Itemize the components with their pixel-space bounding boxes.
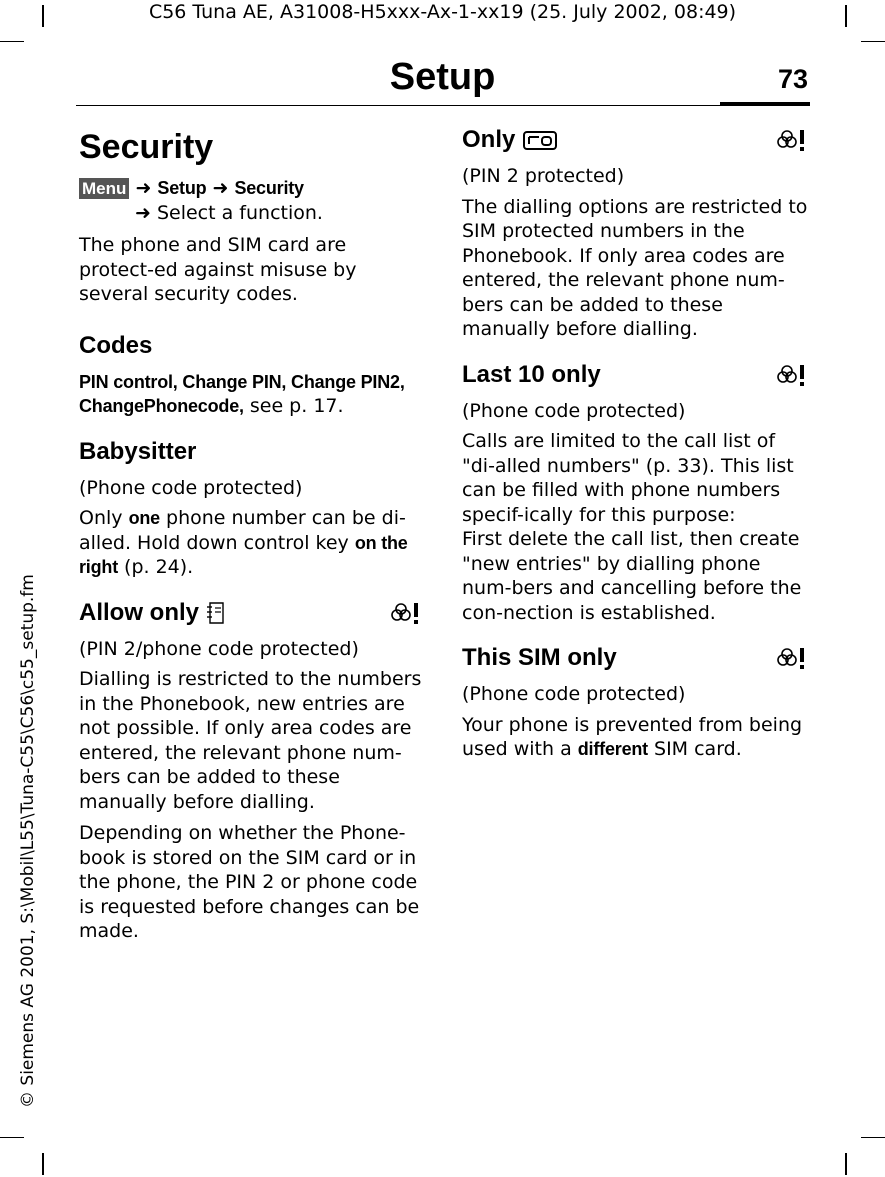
allow-only-text-2: Depending on whether the Phone-book is stored on the SIM card or in the phone, the PIN 2 or phone code is requested before changes can be made. <box>79 822 420 942</box>
codes-text <box>79 370 424 419</box>
text-run: SIM card. <box>647 738 742 760</box>
babysitter-protection: (Phone code protected) <box>79 476 303 499</box>
emphasis: one <box>128 508 160 528</box>
sim-only-protection: (Phone code protected) <box>462 683 686 705</box>
last10-protection: (Phone code protected) <box>462 399 686 422</box>
last10-title: Last 10 only <box>462 360 601 388</box>
last10-text-2: First delete the call list, then create "new entries" by dialling phone num-bers and cancelling before the con-nection is established. <box>462 528 802 624</box>
crop-mark <box>861 1137 885 1138</box>
crop-mark <box>0 41 24 42</box>
key-icon <box>523 129 557 151</box>
menu-path-item: Security <box>234 178 304 198</box>
last10-text-1: Calls are limited to the call list of "di-alled numbers" (p. 33). This list can be filled with phone numbers specif-ically for this purpose: <box>462 430 794 526</box>
babysitter-heading <box>79 436 424 468</box>
menu-path-instruction: Select a function. <box>156 201 323 224</box>
header-rule-thick <box>720 102 810 106</box>
codes-heading <box>79 330 424 362</box>
sim-only-title: This SIM only <box>462 644 617 671</box>
page-title: Setup <box>389 56 496 98</box>
emphasis: different <box>577 739 648 759</box>
running-head: C56 Tuna AE, A31008-H5xxx-Ax-1-xx19 (25. July 2002, 08:49) <box>148 1 737 23</box>
arrow-icon: ➜ <box>135 201 151 224</box>
babysitter-title: Babysitter <box>79 437 197 465</box>
only-heading <box>462 124 810 156</box>
menu-key: Menu <box>79 178 129 199</box>
menu-path-item: Setup <box>157 178 207 198</box>
crop-mark <box>0 1137 24 1138</box>
page-number: 73 <box>777 64 808 94</box>
allow-only-title: Allow only <box>79 598 199 626</box>
codes-title: Codes <box>79 331 153 359</box>
crop-mark <box>42 1153 44 1175</box>
allow-only-text-1: Dialling is restricted to the numbers in the Phonebook, new entries are not possible. If only area codes are entered, the relevant phone num-bers can be added to these manually before dialling. <box>79 668 422 813</box>
emphasis: on the right <box>79 532 408 577</box>
allow-only-heading <box>79 597 424 629</box>
sim-only-heading <box>462 642 810 674</box>
network-service-icon <box>388 601 422 625</box>
text-run: Your phone is prevented from being used with a <box>462 713 803 760</box>
crop-mark <box>845 1153 847 1175</box>
allow-only-protection: (PIN 2/phone code protected) <box>79 637 359 660</box>
text-run: (p. 24). <box>118 556 194 578</box>
network-service-icon <box>774 128 808 152</box>
left-column <box>79 124 424 951</box>
crop-mark <box>861 41 885 42</box>
text-run: phone number can be di-alled. Hold down control key <box>79 507 406 554</box>
codes-items: PIN control, Change PIN, Change PIN2, ChangePhonecode, <box>79 371 405 416</box>
right-column <box>462 124 810 769</box>
sim-only-text <box>462 713 810 762</box>
text-run: Only <box>79 507 129 529</box>
babysitter-text <box>79 506 424 580</box>
phonebook-icon <box>207 601 227 625</box>
only-protection: (PIN 2 protected) <box>462 165 625 187</box>
network-service-icon <box>774 646 808 670</box>
section-title: Security <box>79 128 214 166</box>
security-intro: The phone and SIM card are protect-ed against misuse by several security codes. <box>79 234 357 305</box>
menu-path <box>79 176 424 225</box>
codes-ref: see p. 17. <box>243 395 344 417</box>
header-rule <box>76 105 720 106</box>
last10-heading <box>462 359 810 391</box>
copyright-side-note: © Siemens AG 2001, S:\Mobil\L55\Tuna-C55\C56\c55_setup.fm <box>18 574 38 1108</box>
arrow-icon: ➜ <box>212 177 229 199</box>
network-service-icon <box>774 363 808 387</box>
only-text: The dialling options are restricted to SIM protected numbers in the Phonebook. If only area codes are entered, the relevant phone num-bers can be added to these manually before dialling. <box>462 195 808 340</box>
only-title: Only <box>462 126 516 153</box>
arrow-icon: ➜ <box>135 177 152 199</box>
